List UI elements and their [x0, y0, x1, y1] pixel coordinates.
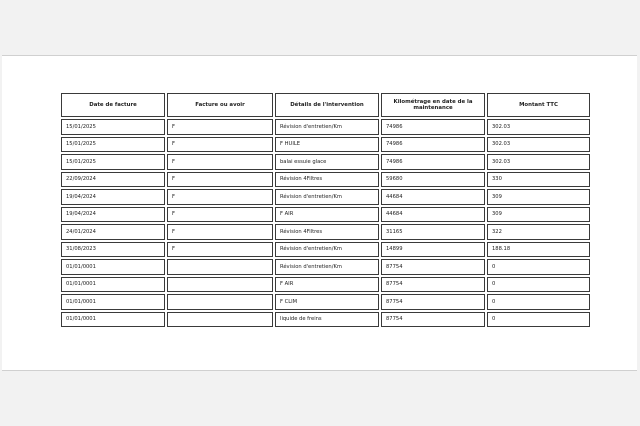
cell-details: Révision d'entretien/Km: [275, 189, 379, 205]
cell-type: F: [167, 172, 273, 188]
cell-type: [167, 294, 273, 310]
cell-type: [167, 312, 273, 328]
table-row: [61, 259, 590, 275]
cell-details: Révision d'entretien/Km: [275, 259, 379, 275]
cell-type: F: [167, 154, 273, 170]
table-row: [61, 312, 590, 328]
cell-date: 15/01/2025: [61, 154, 165, 170]
cell-mileage: 74986: [381, 119, 485, 135]
table-row: [61, 172, 590, 188]
cell-amount: 302.03: [487, 137, 590, 153]
cell-type: F: [167, 119, 273, 135]
cell-amount: 0: [487, 294, 590, 310]
cell-mileage: 87754: [381, 277, 485, 293]
cell-details: balai essuie glace: [275, 154, 379, 170]
cell-mileage: 74986: [381, 154, 485, 170]
cell-amount: 309: [487, 189, 590, 205]
document-page: [2, 55, 637, 371]
cell-mileage: 59680: [381, 172, 485, 188]
cell-type: F: [167, 207, 273, 223]
cell-mileage: 14899: [381, 242, 485, 258]
cell-details: Révision 4Filtres: [275, 224, 379, 240]
cell-amount: 330: [487, 172, 590, 188]
header-amount: Montant TTC: [487, 93, 590, 117]
cell-date: 01/01/0001: [61, 277, 165, 293]
cell-date: 22/09/2024: [61, 172, 165, 188]
cell-mileage: 87754: [381, 294, 485, 310]
cell-type: [167, 259, 273, 275]
cell-date: 24/01/2024: [61, 224, 165, 240]
header-date: Date de facture: [61, 93, 165, 117]
cell-date: 15/01/2025: [61, 119, 165, 135]
header-details: Détails de l'intervention: [275, 93, 379, 117]
cell-amount: 302.03: [487, 154, 590, 170]
cell-amount: 309: [487, 207, 590, 223]
cell-date: 19/04/2024: [61, 207, 165, 223]
cell-type: F: [167, 224, 273, 240]
cell-mileage: 44684: [381, 189, 485, 205]
maintenance-table: [59, 91, 592, 329]
cell-details: F AIR: [275, 277, 379, 293]
cell-details: F HUILE: [275, 137, 379, 153]
cell-date: 01/01/0001: [61, 312, 165, 328]
cell-details: F AIR: [275, 207, 379, 223]
table-row: [61, 137, 590, 153]
table-row: [61, 277, 590, 293]
table-row: [61, 154, 590, 170]
cell-mileage: 87754: [381, 259, 485, 275]
header-mileage: Kilométrage en date de la maintenance: [381, 93, 485, 117]
cell-amount: 188.18: [487, 242, 590, 258]
table-row: [61, 242, 590, 258]
table-row: [61, 207, 590, 223]
cell-amount: 302.03: [487, 119, 590, 135]
cell-details: Révision 4Filtres: [275, 172, 379, 188]
cell-details: F CLIM: [275, 294, 379, 310]
cell-date: 15/01/2025: [61, 137, 165, 153]
cell-date: 01/01/0001: [61, 294, 165, 310]
table-row: [61, 294, 590, 310]
cell-mileage: 31165: [381, 224, 485, 240]
cell-type: F: [167, 189, 273, 205]
cell-date: 19/04/2024: [61, 189, 165, 205]
cell-amount: 322: [487, 224, 590, 240]
cell-date: 31/08/2023: [61, 242, 165, 258]
cell-mileage: 74986: [381, 137, 485, 153]
cell-amount: 0: [487, 277, 590, 293]
cell-amount: 0: [487, 312, 590, 328]
cell-mileage: 87754: [381, 312, 485, 328]
cell-type: F: [167, 137, 273, 153]
cell-mileage: 44684: [381, 207, 485, 223]
cell-amount: 0: [487, 259, 590, 275]
table-header-row: [61, 93, 590, 117]
table-row: [61, 224, 590, 240]
table-row: [61, 189, 590, 205]
cell-details: liquide de freins: [275, 312, 379, 328]
cell-details: Révision d'entretien/Km: [275, 119, 379, 135]
cell-type: F: [167, 242, 273, 258]
table-row: [61, 119, 590, 135]
header-type: Facture ou avoir: [167, 93, 273, 117]
cell-type: [167, 277, 273, 293]
cell-date: 01/01/0001: [61, 259, 165, 275]
cell-details: Révision d'entretien/Km: [275, 242, 379, 258]
